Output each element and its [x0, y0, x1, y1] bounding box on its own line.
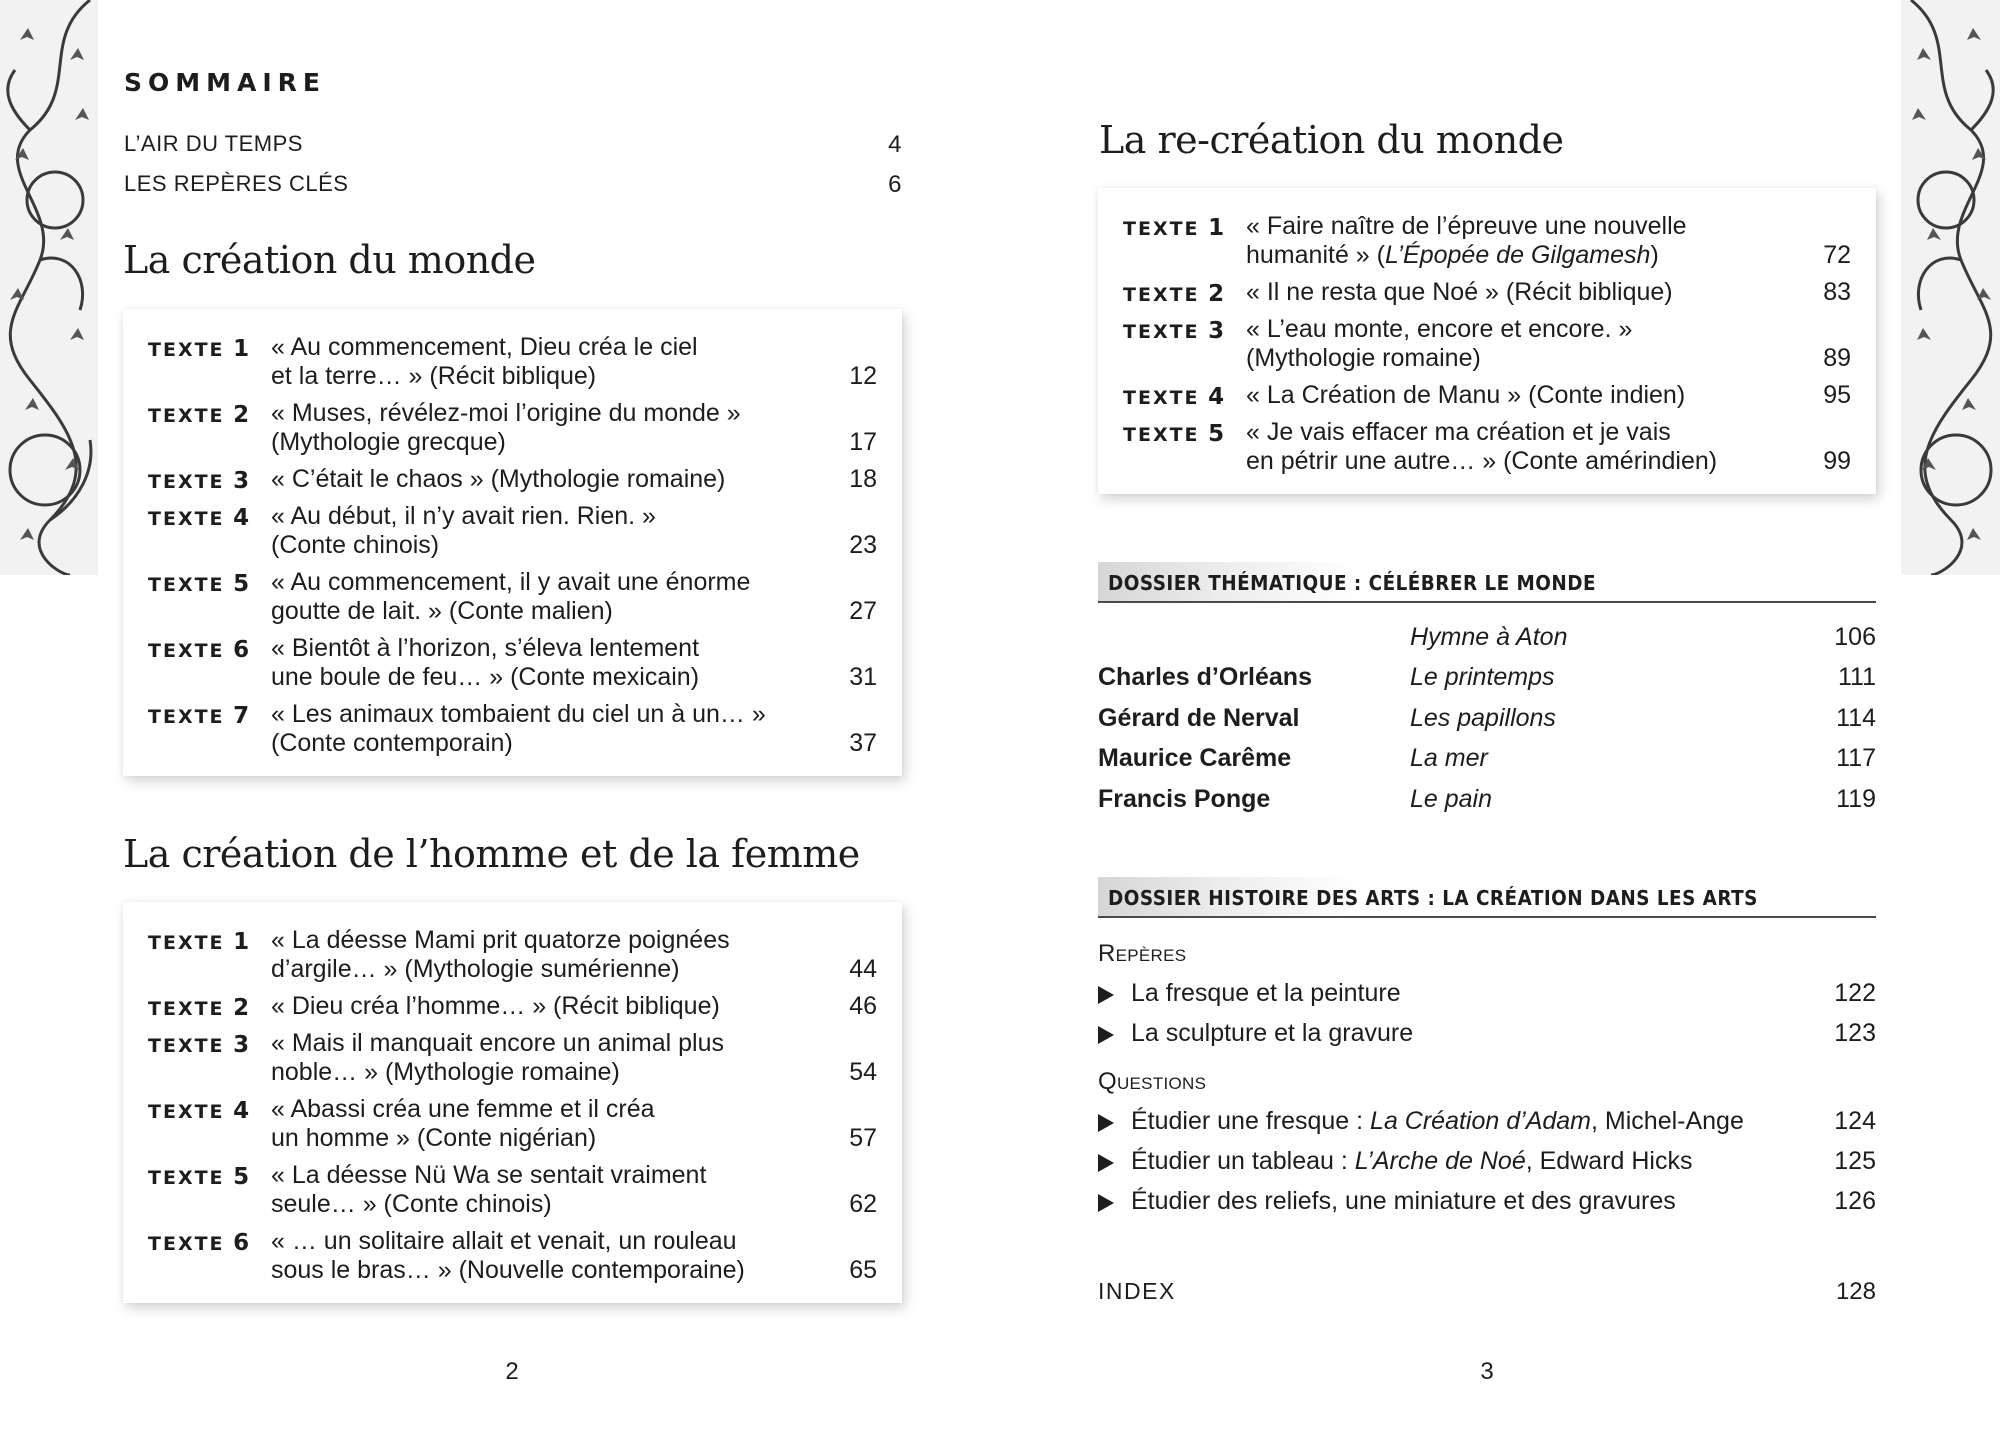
entry-label — [148, 336, 249, 362]
toc-entry[interactable] — [123, 1227, 902, 1285]
entry-label-word: TEXTE — [148, 574, 225, 596]
entry-text-line-1: « La Création de Manu » (Conte indien) — [1246, 381, 1686, 409]
entry-page: 126 — [1834, 1187, 1876, 1215]
entry-text-prefix: humanité » ( — [1246, 241, 1385, 269]
entry-label-number: 1 — [233, 336, 250, 362]
entry-text-line-1: « Les animaux tombaient du ciel un à un… » — [271, 700, 766, 728]
entry-text-line-2: en pétrir une autre… » (Conte amérindien) — [1246, 447, 1718, 475]
entry-text-line-1: « … un solitaire allait et venait, un rouleau — [271, 1227, 737, 1255]
entry-work-title: Le printemps — [1410, 663, 1555, 691]
entry-label — [148, 1164, 249, 1190]
entry-text — [1131, 1187, 1676, 1216]
entry-label-word: TEXTE — [148, 706, 225, 728]
triangle-right-icon — [1098, 1026, 1114, 1044]
entry-page: 17 — [849, 428, 877, 456]
entry-text — [271, 700, 766, 758]
entry-text — [271, 502, 656, 560]
toc-entry[interactable] — [1098, 381, 1876, 410]
entry-work-title: La mer — [1410, 744, 1488, 772]
toc-box-creation-homme-femme — [123, 902, 902, 1303]
entry-text-line-1: « Muses, révélez-moi l’origine du monde » — [271, 399, 741, 427]
entry-label-number: 2 — [1208, 281, 1225, 307]
entry-text: La sculpture et la gravure — [1131, 1019, 1414, 1047]
entry-label-word: TEXTE — [1123, 387, 1200, 409]
toc-entry[interactable] — [123, 1029, 902, 1087]
entry-text — [271, 1029, 724, 1087]
entry-text-line-1: « Dieu créa l’homme… » (Récit biblique) — [271, 992, 720, 1020]
entry-work-title: Le pain — [1410, 785, 1493, 813]
entry-text-line-1: « Au commencement, Dieu créa le ciel — [271, 333, 698, 361]
entry-label-word: TEXTE — [148, 339, 225, 361]
entry-text-line-1: « Il ne resta que Noé » (Récit biblique) — [1246, 278, 1673, 306]
floral-ornament-icon — [1901, 0, 2000, 575]
thematic-entry[interactable] — [1098, 744, 1876, 776]
entry-label-word: TEXTE — [1123, 321, 1200, 343]
entry-text-line-1: « L’eau monte, encore et encore. » — [1246, 315, 1633, 343]
entry-label — [148, 637, 249, 663]
entry-label — [1123, 318, 1224, 344]
reperes-subheading: Repères — [1098, 940, 1187, 967]
entry-work-title: Les papillons — [1410, 704, 1556, 732]
triangle-right-icon — [1098, 1194, 1114, 1212]
entry-label-word: TEXTE — [148, 405, 225, 427]
triangle-right-icon — [1098, 986, 1114, 1004]
entry-page: 99 — [1823, 447, 1851, 475]
entry-label: L’AIR DU TEMPS — [124, 131, 303, 156]
entry-text-line-2: (Mythologie grecque) — [271, 428, 506, 456]
entry-text — [271, 926, 730, 984]
entry-text-line-1: « Au commencement, il y avait une énorme — [271, 568, 751, 596]
entry-page: 114 — [1836, 704, 1876, 732]
entry-page: 37 — [849, 729, 877, 757]
entry-label — [148, 703, 249, 729]
entry-text-line-2: un homme » (Conte nigérian) — [271, 1124, 597, 1152]
entry-text — [271, 399, 741, 457]
entry-work-title: L’Épopée de Gilgamesh — [1384, 241, 1651, 269]
entry-page: 111 — [1837, 663, 1876, 691]
entry-label-number: 4 — [233, 1098, 250, 1124]
thematic-entry[interactable] — [1098, 704, 1876, 736]
floral-ornament-icon — [0, 0, 98, 575]
entry-label-word: TEXTE — [1123, 424, 1200, 446]
dossier-arts-header — [1098, 877, 1876, 918]
toc-entry[interactable] — [123, 926, 902, 984]
thematic-entry[interactable] — [1098, 785, 1876, 817]
entry-text-line-2: et la terre… » (Récit biblique) — [271, 362, 597, 390]
section-title-re-creation-monde: La re-création du monde — [1099, 118, 1564, 162]
entry-page: 128 — [1835, 1278, 1876, 1305]
entry-text-line-1: « Faire naître de l’épreuve une nouvelle — [1246, 212, 1687, 240]
entry-text-line-2: sous le bras… » (Nouvelle contemporaine) — [271, 1256, 745, 1284]
entry-text: La fresque et la peinture — [1131, 979, 1401, 1007]
entry-text-line-1: « La déesse Mami prit quatorze poignées — [271, 926, 730, 954]
toc-entry[interactable] — [123, 502, 902, 560]
entry-text — [1246, 278, 1673, 307]
entry-page: 23 — [849, 531, 877, 559]
entry-label-word: TEXTE — [148, 1233, 225, 1255]
entry-text — [1246, 381, 1685, 410]
entry-author: Gérard de Nerval — [1098, 704, 1300, 732]
entry-text — [271, 1161, 706, 1219]
entry-text-prefix: Étudier une fresque : — [1131, 1107, 1371, 1135]
entry-label-number: 3 — [1208, 318, 1225, 344]
entry-label — [148, 505, 249, 531]
entry-page: 31 — [849, 663, 877, 691]
entry-text-line-1: « La déesse Nü Wa se sentait vraiment — [271, 1161, 707, 1189]
entry-text-line-1: « Je vais effacer ma création et je vais — [1246, 418, 1671, 446]
entry-page: 27 — [849, 597, 877, 625]
entry-label — [148, 1032, 249, 1058]
entry-page: 125 — [1834, 1147, 1876, 1175]
toc-entry[interactable] — [123, 992, 902, 1021]
entry-label-word: TEXTE — [148, 1035, 225, 1057]
entry-label-word: TEXTE — [148, 1167, 225, 1189]
floral-ornament-right — [1901, 0, 2000, 575]
entry-text-line-2: goutte de lait. » (Conte malien) — [271, 597, 613, 625]
entry-text — [271, 333, 698, 391]
entry-text-suffix: ) — [1650, 241, 1659, 269]
dossier-thematique-header — [1098, 562, 1876, 603]
entry-author: Charles d’Orléans — [1098, 663, 1312, 691]
entry-text — [271, 465, 725, 494]
entry-page: 62 — [849, 1190, 877, 1218]
entry-label-number: 3 — [233, 1032, 250, 1058]
reperes-entry[interactable] — [1098, 979, 1876, 1011]
entry-text-line-2: noble… » (Mythologie romaine) — [271, 1058, 620, 1086]
entry-label — [148, 929, 249, 955]
entry-text-line-1: « Au début, il n’y avait rien. Rien. » — [271, 502, 656, 530]
entry-text-line-2 — [1246, 241, 1687, 270]
entry-label-word: TEXTE — [148, 508, 225, 530]
entry-label-word: TEXTE — [1123, 218, 1200, 240]
entry-label-word: TEXTE — [148, 1101, 225, 1123]
entry-author: Maurice Carême — [1098, 744, 1292, 772]
entry-page: 119 — [1836, 785, 1876, 813]
entry-page: 6 — [888, 171, 902, 198]
entry-label-number: 7 — [233, 703, 250, 729]
entry-text — [271, 1227, 745, 1285]
entry-text-line-2: seule… » (Conte chinois) — [271, 1190, 552, 1218]
entry-label-number: 3 — [233, 468, 250, 494]
dossier-thematique-title: DOSSIER THÉMATIQUE : CÉLÉBRER LE MONDE — [1108, 571, 1597, 595]
entry-text-line-1: « Mais il manquait encore un animal plus — [271, 1029, 725, 1057]
triangle-right-icon — [1098, 1114, 1114, 1132]
entry-text — [1131, 1147, 1692, 1176]
entry-label — [148, 571, 249, 597]
entry-label — [148, 1098, 249, 1124]
toc-entry[interactable] — [123, 568, 902, 626]
entry-label — [1123, 421, 1224, 447]
floral-ornament-left — [0, 0, 98, 575]
entry-page: 46 — [849, 992, 877, 1020]
toc-entry-air-du-temps[interactable] — [124, 131, 902, 159]
entry-label-number: 4 — [1208, 384, 1225, 410]
entry-text-prefix: Étudier des reliefs, une miniature et des gravures — [1131, 1187, 1676, 1215]
dossier-arts-title: DOSSIER HISTOIRE DES ARTS : LA CRÉATION DANS LES ARTS — [1108, 886, 1758, 910]
entry-text-line-2: (Conte chinois) — [271, 531, 440, 559]
entry-text-prefix: Étudier un tableau : — [1131, 1147, 1355, 1175]
entry-label-number: 5 — [233, 571, 250, 597]
entry-page: 89 — [1823, 344, 1851, 372]
entry-label — [1123, 281, 1224, 307]
toc-box-re-creation-monde — [1098, 188, 1876, 494]
entry-page: 122 — [1834, 979, 1876, 1007]
entry-text-line-1: « Abassi créa une femme et il créa — [271, 1095, 655, 1123]
entry-label — [148, 468, 249, 494]
entry-text-line-1: « Bientôt à l’horizon, s’éleva lentement — [271, 634, 700, 662]
entry-text-suffix: , Michel-Ange — [1591, 1107, 1744, 1135]
entry-work-title: L’Arche de Noé — [1354, 1147, 1526, 1175]
questions-entry[interactable] — [1098, 1147, 1876, 1179]
entry-text — [271, 568, 750, 626]
entry-page: 65 — [849, 1256, 877, 1284]
entry-work-title: La Création d’Adam — [1370, 1107, 1592, 1135]
questions-subheading: Questions — [1098, 1068, 1207, 1095]
toc-entry[interactable] — [123, 333, 902, 391]
entry-label-number: 1 — [233, 929, 250, 955]
entry-text — [1246, 418, 1717, 476]
entry-label: INDEX — [1098, 1278, 1176, 1304]
entry-label-number: 2 — [233, 995, 250, 1021]
entry-page: 44 — [849, 955, 877, 983]
entry-label-number: 6 — [233, 637, 250, 663]
sommaire-heading: SOMMAIRE — [124, 68, 326, 97]
thematic-entry[interactable] — [1098, 663, 1876, 695]
entry-text — [271, 992, 720, 1021]
entry-page: 106 — [1834, 623, 1876, 651]
thematic-entry[interactable] — [1098, 623, 1876, 655]
entry-label — [1123, 384, 1224, 410]
entry-page: 83 — [1823, 278, 1851, 306]
toc-entry[interactable] — [123, 700, 902, 758]
toc-entry[interactable] — [123, 1161, 902, 1219]
entry-label-word: TEXTE — [148, 640, 225, 662]
entry-text-suffix: , Edward Hicks — [1525, 1147, 1693, 1175]
entry-author: Francis Ponge — [1098, 785, 1271, 813]
entry-label-word: TEXTE — [148, 932, 225, 954]
toc-entry[interactable] — [1098, 278, 1876, 307]
entry-page: 117 — [1836, 744, 1876, 772]
entry-label — [148, 402, 249, 428]
toc-entry[interactable] — [123, 465, 902, 494]
entry-text-line-2: (Mythologie romaine) — [1246, 344, 1481, 372]
entry-page: 4 — [888, 131, 902, 158]
reperes-entry[interactable] — [1098, 1019, 1876, 1051]
section-title-creation-homme-femme: La création de l’homme et de la femme — [123, 832, 860, 876]
toc-entry-reperes-cles[interactable] — [124, 171, 902, 199]
entry-label-number: 6 — [233, 1230, 250, 1256]
toc-entry[interactable] — [123, 399, 902, 457]
entry-label: LES REPÈRES CLÉS — [124, 171, 349, 196]
entry-text — [271, 1095, 655, 1153]
toc-entry[interactable] — [1098, 418, 1876, 476]
entry-label-number: 5 — [1208, 421, 1225, 447]
toc-box-creation-monde — [123, 309, 902, 776]
entry-label-word: TEXTE — [148, 998, 225, 1020]
entry-label — [148, 995, 249, 1021]
toc-entry[interactable] — [123, 1095, 902, 1153]
entry-label-number: 5 — [233, 1164, 250, 1190]
section-title-creation-monde: La création du monde — [123, 238, 536, 282]
entry-text — [1131, 1107, 1744, 1136]
entry-label-number: 2 — [233, 402, 250, 428]
entry-work-title: Hymne à Aton — [1410, 623, 1568, 651]
toc-entry[interactable] — [1098, 315, 1876, 373]
questions-entry[interactable] — [1098, 1107, 1876, 1139]
entry-page: 57 — [849, 1124, 877, 1152]
entry-text-line-2: (Conte contemporain) — [271, 729, 513, 757]
toc-entry[interactable] — [123, 634, 902, 692]
entry-page: 12 — [849, 362, 877, 390]
entry-label — [1123, 215, 1224, 241]
entry-label-number: 1 — [1208, 215, 1225, 241]
entry-page: 123 — [1834, 1019, 1876, 1047]
entry-label-word: TEXTE — [1123, 284, 1200, 306]
entry-page: 54 — [849, 1058, 877, 1086]
entry-page: 72 — [1823, 241, 1851, 269]
entry-page: 18 — [849, 465, 877, 493]
toc-entry[interactable] — [1098, 212, 1876, 270]
entry-label — [148, 1230, 249, 1256]
triangle-right-icon — [1098, 1154, 1114, 1172]
entry-label-number: 4 — [233, 505, 250, 531]
questions-entry[interactable] — [1098, 1187, 1876, 1219]
page-number-right: 3 — [1480, 1358, 1494, 1385]
entry-text — [1246, 212, 1687, 270]
entry-text-line-1: « C’était le chaos » (Mythologie romaine) — [271, 465, 726, 493]
entry-page: 95 — [1823, 381, 1851, 409]
toc-entry-index[interactable] — [1098, 1278, 1876, 1305]
entry-label-word: TEXTE — [148, 471, 225, 493]
page-number-left: 2 — [505, 1358, 519, 1385]
entry-text — [271, 634, 699, 692]
entry-text-line-2: une boule de feu… » (Conte mexicain) — [271, 663, 700, 691]
entry-text-line-2: d’argile… » (Mythologie sumérienne) — [271, 955, 680, 983]
entry-text — [1246, 315, 1632, 373]
entry-page: 124 — [1834, 1107, 1876, 1135]
